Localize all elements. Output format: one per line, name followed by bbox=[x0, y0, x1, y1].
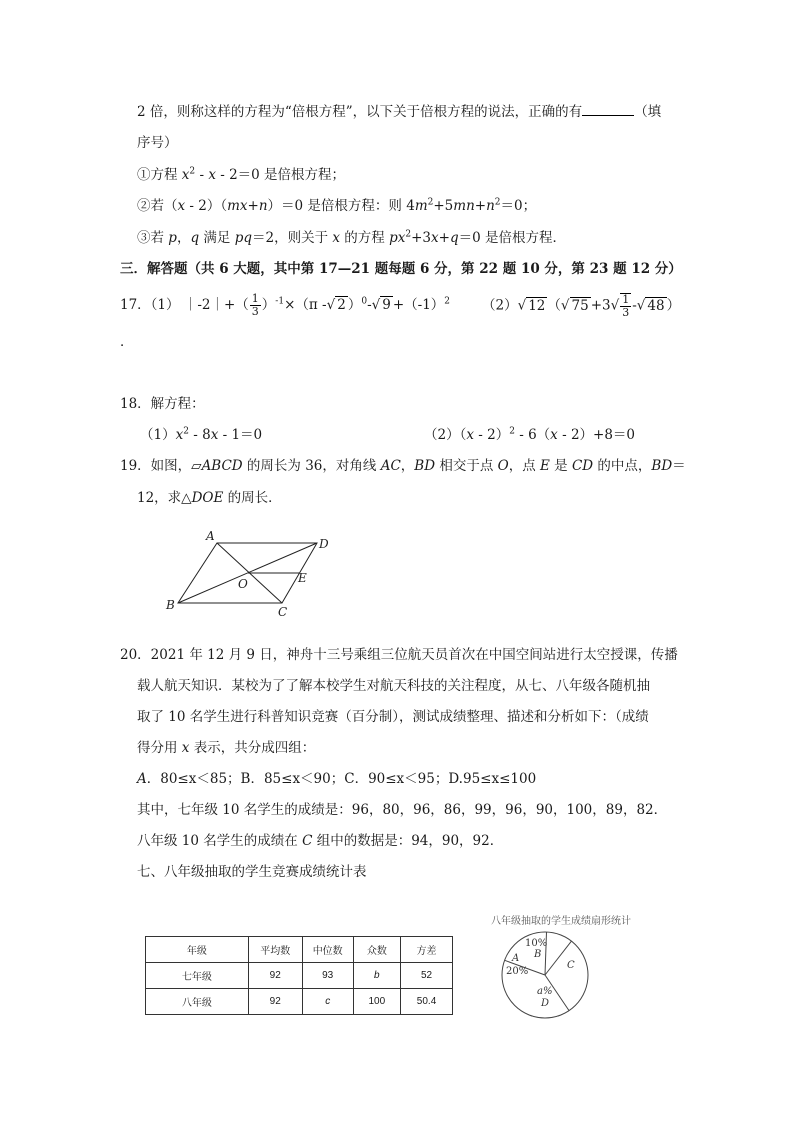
table-header: 年级 bbox=[146, 937, 249, 963]
q18-title: 18．解方程： bbox=[120, 396, 205, 412]
q20-line4: 得分用 x 表示，共分成四组： bbox=[137, 740, 316, 756]
pie-pct-a: 20% bbox=[506, 966, 529, 977]
section-heading: 三．解答题（共 6 大题，其中第 17—21 题每题 6 分，第 22 题 10 分，第 23 题 12 分） bbox=[120, 261, 682, 277]
pie-pct-b: 10% bbox=[525, 938, 548, 949]
table-header: 中位数 bbox=[302, 937, 353, 963]
answer-blank[interactable] bbox=[582, 103, 634, 116]
table-header: 平均数 bbox=[248, 937, 302, 963]
table-cell: 50.4 bbox=[401, 989, 453, 1015]
label-b: B bbox=[166, 598, 175, 612]
pie-label-d: D bbox=[541, 998, 550, 1009]
pie-chart bbox=[495, 928, 595, 1023]
q19-line1: 19．如图，▱ABCD 的周长为 36，对角线 AC，BD 相交于点 O，点 E 是 CD 的中点，BD＝ bbox=[120, 458, 686, 474]
q20-line7: 八年级 10 名学生的成绩在 C 组中的数据是：94，90，92． bbox=[137, 833, 504, 849]
table-row bbox=[146, 963, 453, 989]
table-cell: 52 bbox=[401, 963, 453, 989]
stats-table bbox=[145, 936, 453, 1015]
table-cell: c bbox=[302, 989, 353, 1015]
label-c: C bbox=[278, 605, 288, 619]
q17-dot: ． bbox=[120, 334, 134, 350]
label-o: O bbox=[238, 577, 248, 591]
parallelogram-figure bbox=[160, 525, 340, 625]
table-cell: 七年级 bbox=[146, 963, 249, 989]
table-title: 七、八年级抽取的学生竞赛成绩统计表 bbox=[137, 864, 367, 880]
label-e: E bbox=[298, 571, 307, 585]
pie-label-b: B bbox=[534, 949, 542, 960]
table-cell: b bbox=[353, 963, 400, 989]
table-header: 众数 bbox=[353, 937, 400, 963]
table-row bbox=[146, 989, 453, 1015]
pie-label-a: A bbox=[512, 953, 520, 964]
q20-line1: 20．2021 年 12 月 9 日，神舟十三号乘组三位航天员首次在中国空间站进行太空授课，传播 bbox=[120, 647, 678, 663]
pie-title: 八年级抽取的学生成绩扇形统计 bbox=[491, 916, 631, 927]
q20-line3: 取了 10 名学生进行科普知识竞赛（百分制），测试成绩整理、描述和分析如下：（成绩 bbox=[137, 709, 649, 725]
q16-item2: ②若（x - 2）（mx+n）＝0 是倍根方程：则 $4m^2+5mn+n^2=0$； bbox=[137, 197, 537, 214]
pie-label-c: C bbox=[567, 960, 575, 971]
q16-item1: ①方程 $x^2 - x - 2=0$ 是倍根方程； bbox=[137, 166, 346, 183]
label-d: D bbox=[319, 537, 329, 551]
q16-item3: ③若 p，q 满足 pq＝2，则关于 x 的方程 $px^2+3x+q=0$ 是倍根方程． bbox=[137, 229, 566, 246]
q20-line6: 其中，七年级 10 名学生的成绩是：96，80，96，86，99，96，90，100，89，82． bbox=[137, 802, 668, 818]
table-cell: 92 bbox=[248, 989, 302, 1015]
q20-line2: 载人航天知识．某校为了了解本校学生对航天科技的关注程度，从七、八年级各随机抽 bbox=[137, 678, 650, 694]
table-header: 方差 bbox=[401, 937, 453, 963]
table-cell: 92 bbox=[248, 963, 302, 989]
q18-part1: $(1)x^2 - 8x - 1=0$ bbox=[140, 426, 263, 443]
q17-part2: （2）√ 12 （√ 75 +3√ $\frac{1}{3}$ -√ 48 ） bbox=[482, 293, 681, 319]
table-header-row bbox=[146, 937, 453, 963]
label-a: A bbox=[206, 529, 215, 543]
q19-line2: 12，求△DOE 的周长． bbox=[137, 490, 282, 506]
q16-line1: 2 倍，则称这样的方程为“倍根方程”，以下关于倍根方程的说法，正确的有 （填 bbox=[137, 104, 662, 120]
pie-pct-d: a% bbox=[537, 986, 553, 997]
q18-part2: （2）（x - 2）$^2$ - 6（x - 2）+8＝0 bbox=[424, 426, 636, 443]
table-cell: 八年级 bbox=[146, 989, 249, 1015]
fraction-one-third: $\frac{1}{3}$ bbox=[251, 292, 259, 318]
table-cell: 93 bbox=[302, 963, 353, 989]
table-cell: 100 bbox=[353, 989, 400, 1015]
q20-groups: A．80≤x＜85；B．85≤x＜90；C．90≤x＜95；D.95≤x≤100 bbox=[137, 771, 537, 787]
q16-line2: 序号） bbox=[137, 135, 178, 151]
q17-part1: 17．（1） ｜-2｜+（ $\frac{1}{3}$ ）$^{-1}$×（π -√ 2 ）$^0$-√ $9 +(-1)^2$ bbox=[120, 292, 451, 318]
